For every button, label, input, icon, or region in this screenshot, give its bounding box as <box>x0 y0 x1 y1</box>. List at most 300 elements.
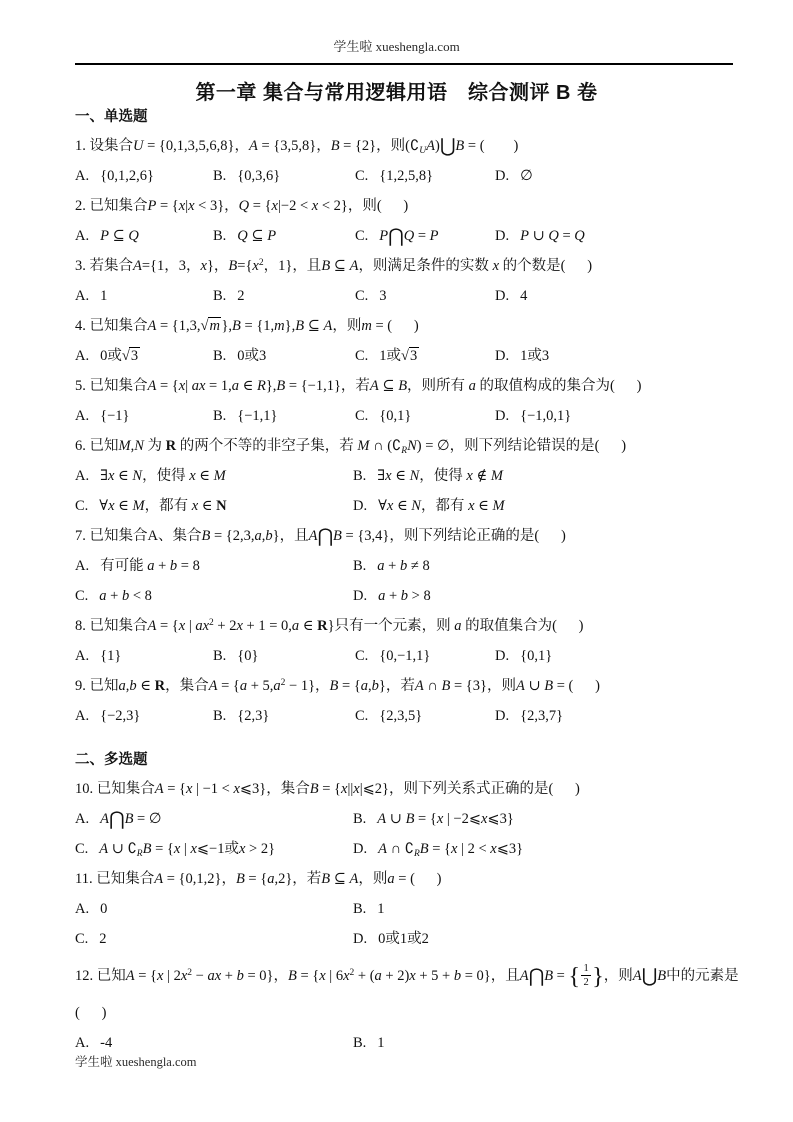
option-label: B. <box>353 558 367 574</box>
text-segment: x <box>271 198 278 214</box>
option-item <box>355 641 495 671</box>
section-heading: 二、多选题 <box>75 752 148 768</box>
text-segment: ∈ <box>136 678 155 694</box>
text-segment: {0,1} <box>379 408 412 424</box>
text-segment: 或 <box>244 348 260 364</box>
text-segment: a <box>468 378 476 394</box>
option-label: A. <box>75 288 90 304</box>
text-segment: + 2) <box>381 968 410 984</box>
text-segment: ) <box>434 138 440 154</box>
text-segment: ∈ <box>198 498 217 514</box>
option-item <box>353 581 735 611</box>
option-item <box>75 834 353 864</box>
text-segment: x <box>189 468 196 484</box>
text-segment: Q <box>548 228 559 244</box>
text-segment: = { <box>318 781 341 797</box>
text-segment: B <box>201 528 211 544</box>
option-label: C. <box>75 498 89 514</box>
text-segment: {−1} <box>100 408 130 424</box>
text-segment: x <box>191 498 199 514</box>
text-segment: | 6 <box>325 968 344 984</box>
text-segment: M <box>132 498 145 514</box>
text-segment: ， <box>316 138 331 154</box>
text-segment: ∈ <box>114 468 133 484</box>
option-label: B. <box>213 648 227 664</box>
text-segment: ，若 <box>385 678 415 694</box>
option-item <box>75 701 213 731</box>
options-row <box>75 894 735 924</box>
text-segment: 1 <box>379 348 387 364</box>
text-segment: 的两个不等的非空子集，若 <box>176 438 358 454</box>
options-row <box>75 581 735 611</box>
text-segment: = { <box>134 968 157 984</box>
text-segment: ∩ <box>386 841 405 857</box>
text-segment: x <box>252 258 259 274</box>
text-segment: 12. 已知 <box>75 968 126 984</box>
text-segment: = 0} <box>243 968 274 984</box>
text-segment: } <box>327 618 335 634</box>
text-segment: ∈ <box>391 468 410 484</box>
text-segment: b <box>265 528 273 544</box>
text-segment: N <box>132 468 143 484</box>
text-segment: m <box>274 318 285 334</box>
text-segment: x <box>343 968 350 984</box>
radicand: 3 <box>410 348 418 364</box>
text-segment: ，集合 <box>266 781 310 797</box>
text-segment: B <box>235 871 245 887</box>
text-segment: || <box>347 781 354 797</box>
option-label: A. <box>75 558 90 574</box>
text-segment: ，都有 <box>420 498 469 514</box>
text-segment: 有可能 <box>100 558 148 574</box>
text-segment: = {−1,1} <box>285 378 341 394</box>
fraction <box>581 962 591 989</box>
text-segment: A <box>147 378 157 394</box>
text-segment: x <box>466 468 473 484</box>
question-line <box>75 191 735 221</box>
option-item <box>495 341 735 371</box>
text-segment: a <box>99 588 107 604</box>
text-segment: a <box>147 558 155 574</box>
text-segment: 或 <box>224 841 239 857</box>
text-segment: x <box>178 378 186 394</box>
text-segment: B <box>419 841 429 857</box>
text-segment: = { <box>428 841 451 857</box>
text-segment: B <box>544 678 554 694</box>
text-segment: = { <box>249 198 272 214</box>
option-item <box>75 551 353 581</box>
text-segment: 或 <box>527 348 542 364</box>
text-segment: 2 <box>237 288 245 304</box>
text-segment: ，则下列结论正确的是 <box>389 528 535 544</box>
text-segment: A <box>515 678 525 694</box>
text-segment: ⋂ <box>317 526 334 547</box>
text-segment: = 1, <box>205 378 232 394</box>
text-segment: 9. 已知 <box>75 678 119 694</box>
text-segment: A <box>248 138 258 154</box>
text-segment: a <box>387 871 395 887</box>
text-segment: ⩽3} <box>239 781 267 797</box>
text-segment: ( ) <box>387 318 419 334</box>
option-item <box>213 281 355 311</box>
option-label: D. <box>353 588 368 604</box>
options-row <box>75 341 735 371</box>
text-segment: 0 <box>378 931 386 947</box>
text-segment: ⊆ <box>304 318 324 334</box>
option-label: A. <box>75 228 90 244</box>
text-segment: ，则所有 <box>407 378 469 394</box>
text-segment: − 1} <box>285 678 316 694</box>
text-segment: ， <box>273 968 288 984</box>
text-segment: ∀ <box>99 498 109 514</box>
option-item <box>353 894 735 924</box>
text-segment: M <box>357 438 370 454</box>
text-segment: ⊆ <box>247 228 268 244</box>
option-item <box>495 401 735 431</box>
text-segment: ax <box>207 968 222 984</box>
options-row <box>75 834 735 864</box>
text-segment: R <box>317 618 328 634</box>
option-label: B. <box>213 168 227 184</box>
text-segment: B <box>142 841 152 857</box>
text-segment: b <box>399 558 408 574</box>
text-segment: x <box>319 968 326 984</box>
option-label: B. <box>353 901 367 917</box>
text-segment: a <box>239 678 248 694</box>
question-line <box>75 954 739 998</box>
text-segment: 7. 已知集合A、集合 <box>75 528 202 544</box>
options-row <box>75 221 735 251</box>
text-segment: = { <box>156 618 179 634</box>
text-segment: 3 <box>541 348 550 364</box>
text-segment: A <box>349 258 359 274</box>
option-label: C. <box>355 348 369 364</box>
text-segment: ， <box>224 198 239 214</box>
option-item <box>355 701 495 731</box>
text-segment: 3 <box>259 348 267 364</box>
text-segment: } <box>206 258 214 274</box>
option-item <box>75 804 353 834</box>
text-segment: | −1 < <box>192 781 234 797</box>
text-segment: ，则 <box>376 138 406 154</box>
options-row <box>75 551 735 581</box>
text-segment: ，则 <box>486 678 516 694</box>
option-label: A. <box>75 708 90 724</box>
text-segment: ，且 <box>490 968 520 984</box>
text-segment: ，集合 <box>165 678 209 694</box>
text-segment: ∁ <box>127 841 137 857</box>
text-segment: = { <box>151 841 174 857</box>
text-segment: {2,3,5} <box>379 708 423 724</box>
option-label: C. <box>355 648 369 664</box>
question-line <box>75 431 735 461</box>
text-segment: A <box>308 528 318 544</box>
option-item <box>213 161 355 191</box>
radical-sign: √ <box>401 348 410 364</box>
text-segment: | 2 <box>163 968 181 984</box>
text-segment: x <box>173 841 181 857</box>
text-segment: 4 <box>520 288 528 304</box>
text-segment: A <box>369 378 379 394</box>
text-segment: ⩽3} <box>487 811 514 827</box>
text-segment: , <box>368 678 372 694</box>
option-item <box>75 161 213 191</box>
text-segment: x <box>238 841 246 857</box>
text-segment: ，则 <box>603 968 633 984</box>
text-segment: b <box>371 678 379 694</box>
text-segment: M <box>490 468 503 484</box>
text-segment: ∪ <box>386 811 406 827</box>
text-segment: ∉ <box>472 468 491 484</box>
text-segment: B <box>657 968 667 984</box>
text-segment: |−2 < <box>277 198 312 214</box>
text-segment: = <box>464 138 480 154</box>
text-segment: + 5, <box>247 678 274 694</box>
text-segment: A <box>414 678 424 694</box>
text-segment: ⩽−1 <box>196 841 225 857</box>
text-segment: B <box>441 678 451 694</box>
option-item <box>213 701 355 731</box>
text-segment: A <box>154 871 164 887</box>
text-segment: ∁ <box>410 138 420 154</box>
text-segment: M <box>492 498 505 514</box>
text-segment: ⋂ <box>388 226 404 247</box>
text-segment: ，且 <box>279 528 309 544</box>
text-segment: A <box>100 811 109 827</box>
text-segment: {0} <box>237 648 259 664</box>
option-item <box>213 641 355 671</box>
option-item <box>75 341 213 371</box>
text-segment: = {2} <box>339 138 377 154</box>
text-segment: + 2 <box>213 618 237 634</box>
text-segment: − <box>192 968 208 984</box>
text-segment: + <box>106 588 122 604</box>
text-segment: + ( <box>354 968 375 984</box>
text-segment: {0,1,2,6} <box>100 168 154 184</box>
text-segment: ( ) <box>410 871 442 887</box>
text-segment: = <box>394 871 411 887</box>
text-segment: B <box>544 968 554 984</box>
option-label: D. <box>495 168 510 184</box>
text-segment: | <box>185 198 189 214</box>
option-item <box>75 641 213 671</box>
text-segment: x <box>468 498 475 514</box>
text-segment: Q <box>128 228 139 244</box>
text-segment: x <box>186 781 193 797</box>
text-segment: 2 <box>187 968 193 978</box>
text-segment: P <box>379 228 389 244</box>
text-segment: x <box>108 498 115 514</box>
text-segment: ,2} <box>274 871 293 887</box>
option-label: D. <box>495 648 510 664</box>
text-segment: R <box>136 849 143 859</box>
text-segment: , <box>125 678 130 694</box>
options-row <box>75 701 735 731</box>
text-segment: b <box>400 588 409 604</box>
text-segment: ) = ∅ <box>416 438 450 454</box>
text-segment: ⊆ <box>378 378 399 394</box>
text-segment: 6. 已知 <box>75 438 119 454</box>
text-segment: ⋂ <box>528 966 545 987</box>
text-segment: + 5 + <box>415 968 454 984</box>
text-segment: A <box>147 618 157 634</box>
text-segment: ( ) <box>568 678 600 694</box>
text-segment: 2 <box>421 931 429 947</box>
text-segment: a <box>231 378 239 394</box>
text-segment: N <box>411 498 421 514</box>
text-segment: a <box>360 678 369 694</box>
text-segment: U <box>133 138 144 154</box>
text-segment: {1,2,5,8} <box>379 168 434 184</box>
text-segment: ∁ <box>392 438 402 454</box>
fraction-denominator: 2 <box>583 977 589 989</box>
text-segment: ， <box>221 871 236 887</box>
text-segment: ax <box>195 618 210 634</box>
question-line <box>75 521 735 551</box>
text-segment: U <box>419 146 427 156</box>
text-segment: 3 <box>379 288 387 304</box>
text-segment: 1 <box>520 348 528 364</box>
text-segment: = { <box>156 378 179 394</box>
text-segment: ∁ <box>404 841 414 857</box>
text-segment: N <box>216 498 227 514</box>
question-line <box>75 131 735 161</box>
text-segment: ，使得 <box>142 468 190 484</box>
text-segment: B <box>333 528 342 544</box>
text-segment: a <box>454 618 462 634</box>
text-segment: B <box>295 318 305 334</box>
text-segment: ， <box>186 258 201 274</box>
text-segment: = { <box>217 678 240 694</box>
text-segment: ， <box>213 258 229 274</box>
option-item <box>355 221 495 251</box>
option-item <box>495 221 735 251</box>
text-segment: B <box>405 811 415 827</box>
text-segment: B <box>398 378 408 394</box>
option-label: B. <box>213 228 227 244</box>
options-row <box>75 641 735 671</box>
text-segment: |⩽2} <box>359 781 389 797</box>
text-segment: ⊆ <box>108 228 129 244</box>
text-segment: {0,3,6} <box>237 168 281 184</box>
text-segment: ，则满足条件的实数 <box>358 258 493 274</box>
text-segment: B <box>321 871 331 887</box>
option-label: D. <box>495 408 510 424</box>
text-segment: B <box>124 811 134 827</box>
text-segment: = {3,5,8} <box>257 138 317 154</box>
text-segment: }, <box>265 378 277 394</box>
text-segment: ≠ 8 <box>407 558 430 574</box>
text-segment: ⊆ <box>330 258 350 274</box>
text-segment: x <box>236 618 243 634</box>
text-segment: = {0,1,2} <box>163 871 222 887</box>
text-segment: ∀ <box>378 498 387 514</box>
option-item <box>75 581 353 611</box>
text-segment: 2 <box>349 968 355 978</box>
text-segment: ，则下列关系式正确的是 <box>388 781 549 797</box>
text-segment: ，使得 <box>419 468 467 484</box>
text-segment: x <box>188 198 195 214</box>
text-segment: 5. 已知集合 <box>75 378 148 394</box>
option-item <box>75 401 213 431</box>
text-segment: 1 <box>100 288 108 304</box>
text-segment: x <box>157 968 164 984</box>
text-segment: B <box>287 968 297 984</box>
text-segment: = { <box>163 781 186 797</box>
text-segment: ⋂ <box>108 809 125 830</box>
text-segment: ， <box>263 258 279 274</box>
text-segment: P <box>100 228 109 244</box>
option-label: B. <box>213 708 227 724</box>
option-label: B. <box>213 408 227 424</box>
text-segment: { <box>568 964 581 990</box>
option-item <box>495 281 735 311</box>
option-label: C. <box>355 168 369 184</box>
question-line <box>75 774 735 804</box>
option-item <box>75 894 353 924</box>
text-segment: , <box>130 438 135 454</box>
text-segment: {−2,3} <box>100 708 141 724</box>
text-segment: {−1,0,1} <box>520 408 572 424</box>
text-segment: x <box>480 811 488 827</box>
text-segment: ∩ ( <box>369 438 393 454</box>
text-segment: {0,1} <box>520 648 553 664</box>
option-label: A. <box>75 811 90 827</box>
text-segment: 为 <box>143 438 166 454</box>
option-label: B. <box>213 288 227 304</box>
text-segment: R <box>413 849 420 859</box>
option-label: B. <box>353 811 367 827</box>
text-segment: B <box>232 318 241 334</box>
text-segment: A <box>99 841 109 857</box>
text-segment: ，则 <box>332 318 362 334</box>
radical <box>401 348 419 364</box>
text-segment: A <box>632 968 642 984</box>
text-segment: x <box>386 498 394 514</box>
text-segment: 或 <box>385 931 400 947</box>
radical-sign: √ <box>121 348 130 364</box>
text-segment: ⋃ <box>439 136 456 157</box>
text-segment: a <box>291 618 300 634</box>
option-label: A. <box>75 901 90 917</box>
option-item <box>353 834 735 864</box>
text-segment: B <box>321 258 331 274</box>
text-segment: 2 <box>99 931 107 947</box>
header-site-label: 学生啦 xueshengla.com <box>333 39 460 54</box>
text-segment: ⩽3} <box>496 841 524 857</box>
text-segment: 11. 已知集合 <box>75 871 155 887</box>
option-label: A. <box>75 468 90 484</box>
text-segment: ∩ <box>423 678 442 694</box>
options-row <box>75 461 735 491</box>
text-segment: }, <box>284 318 296 334</box>
text-segment: ∃ <box>100 468 108 484</box>
question-line <box>75 251 735 281</box>
options-row <box>75 281 735 311</box>
text-segment: ∪ <box>108 841 128 857</box>
text-segment: b <box>129 678 137 694</box>
text-segment: A <box>208 678 218 694</box>
text-segment: ∈ <box>393 498 412 514</box>
option-label: C. <box>355 708 369 724</box>
text-segment: = { <box>156 198 179 214</box>
option-item <box>353 461 735 491</box>
text-segment: > 2} <box>245 841 276 857</box>
options-row <box>75 401 735 431</box>
text-segment: 4. 已知集合 <box>75 318 148 334</box>
text-segment: a <box>254 528 262 544</box>
text-segment: ，若 <box>292 871 322 887</box>
